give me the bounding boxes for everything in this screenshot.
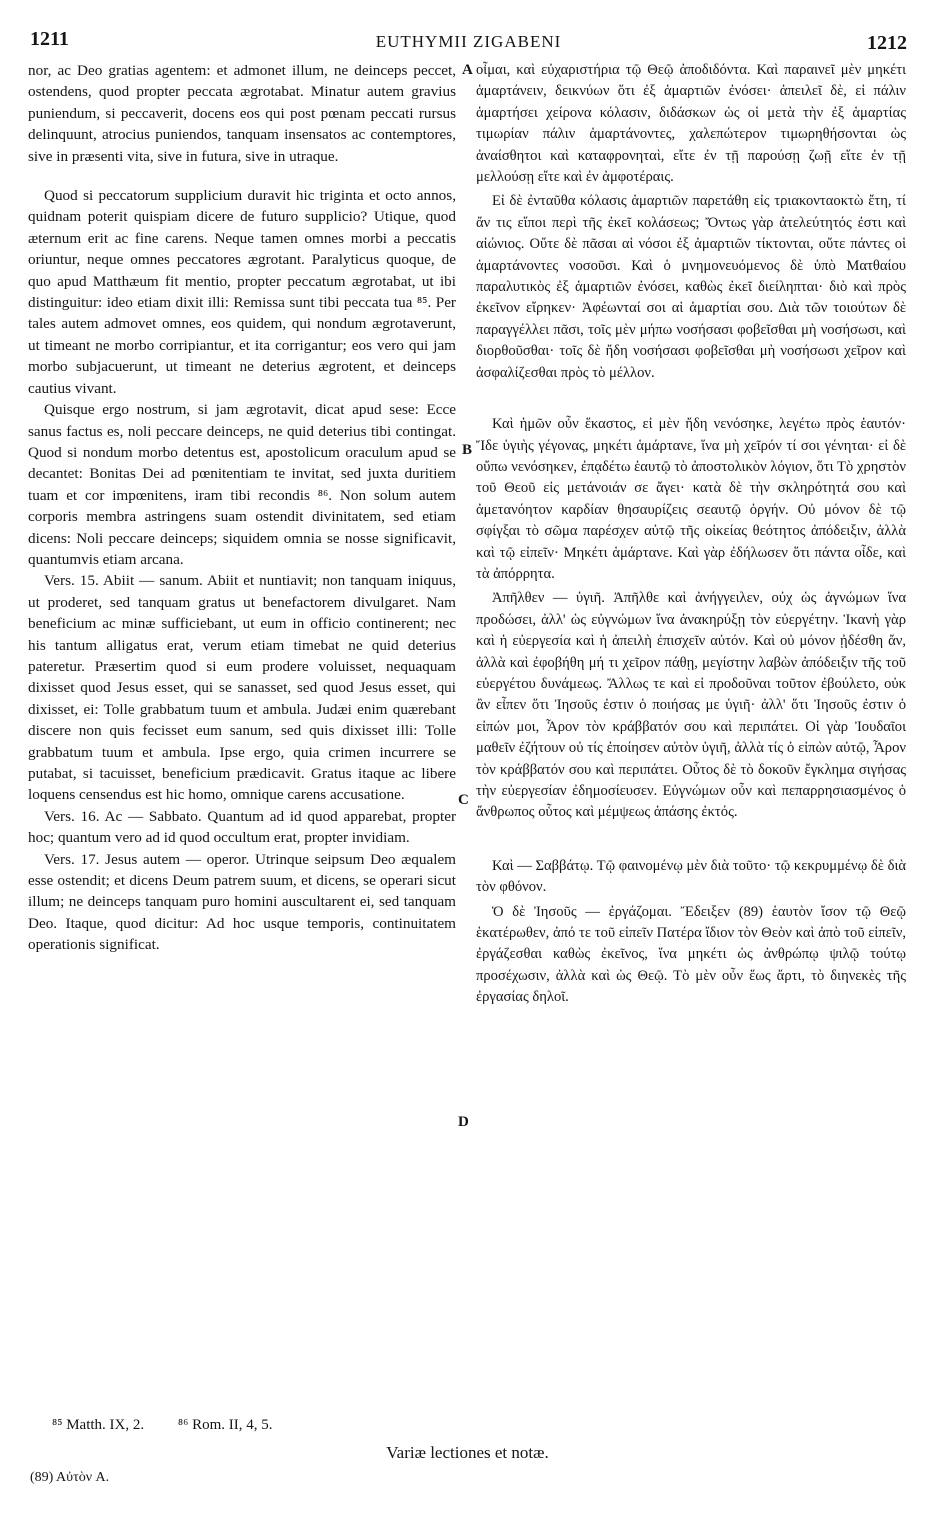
latin-paragraph: Quod si peccatorum supplicium duravit hic triginta et octo annos, quidnam poterit quispiam dicere de futuro supplicio? Utique, quod æternum erit ac fine carens. Neque tamen omnes morbi a peccatis oriuntur, neque omnes peccatores ægrotant. Paralyticus quoque, de quo apud Matthæum fit mentio, propter peccatum ægrotabat, ut ibi distinguitur: ideo etiam dixit illi: Remissa sunt tibi peccata tua ⁸⁵. Per tales autem admovet omnes, eos quidem, qui nondum ægrotaverunt, ut timeant ne morbo corripiantur, et ita corrigantur; eos vero qui jam morbo subjacuerunt, ut timeant ne deterius ægrotent, et deinceps cautius vivant. xyxy=(28,187,456,397)
greek-paragraph: Ἀπῆλθεν — ὑγιῆ. Ἀπῆλθε καὶ ἀνήγγειλεν, οὐχ ὡς ἀγνώμων ἵνα προδώσει, ἀλλ' ὡς εὐγνώμων ἵνα ἀνακηρύξῃ τὸν εὐεργέτην. Ἱκανὴ γὰρ καὶ ἡ εὐεργεσία καὶ ἡ ἀπειλὴ ἐπισχεῖν αὐτόν. Καὶ οὐ μόνον ᾐδέσθη ἄν, ἀλλὰ καὶ ἐφοβήθη μή τι χεῖρον πάθῃ, μεγίστην λαβὼν ἀπόδειξιν τῆς τοῦ εὐεργέτου δυνάμεως. Ἄλλως τε καὶ εἰ προδοῦναι τοῦτον ἐβούλετο, οὐκ ἂν εἶπεν ὅτι Ἰησοῦς ἐστιν ὁ ποιήσας με ὑγιῆ· ἀλλ' ὅτι Ἰησοῦς ἐστιν ὁ εἰπών μοι, Ἆρον τὸν κράββατόν σου καὶ περιπάτει. Οἱ γὰρ Ἰουδαῖοι μαθεῖν ἐζήτουν οὐ τίς ἐποίησεν αὐτὸν ὑγιῆ, ἀλλὰ τίς ὁ εἰπὼν αὐτῷ, Ἆρον τὸν κράββατόν σου καὶ περιπάτει. Οὗτος δὲ τὸ δοκοῦν ἔγκλημα σιγήσας τὴν εὐεργεσίαν ἐδημοσίευσεν. Εὐγνώμων οὖν καὶ πεπαρρησιασμένος ὁ ἄνθρωπος οὗτος καὶ μέμψεως ἁπάσης ἐκτός. xyxy=(476,590,906,821)
greek-paragraph: οἶμαι, καὶ εὐχαριστήρια τῷ Θεῷ ἀποδιδόντα. Καὶ παραινεῖ μὲν μηκέτι ἁμαρτάνειν, δεικνύων ὅτι ἐξ ἁμαρτιῶν ἐνόσει· ἀπειλεῖ δὲ, εἰ πάλιν ἁμαρτήσει χείρονα κόλασιν, διδάσκων ὡς οἱ μετὰ τὴν ἐξ ἁμαρτίας τιμωρίαν πάλιν ἁμαρτάνοντες, χαλεπώτερον τιμωρηθήσονται ὡς ἀναίσθητοι καὶ καταφρονηταὶ, εἴτε ἐν τῇ παρούσῃ ζωῇ εἴτε ἐν τῇ μελλούσῃ εἴτε καὶ ἐν ἀμφοτέραις. xyxy=(476,62,906,186)
latin-paragraph: nor, ac Deo gratias agentem: et admonet illum, ne deinceps peccet, ostendens, quod propter peccata ægrotabat. Minatur autem gravius puniendum, si peccaverit, docens eos qui post pœnam peccati rursus delinquunt, atrocius puniendos, tanquam insensatos ac contemptores, sive in præsenti vita, sive in futura, sive in utraque. xyxy=(28,62,456,165)
greek-paragraph: Καὶ — Σαββάτῳ. Τῷ φαινομένῳ μὲν διὰ τοῦτο· τῷ κεκρυμμένῳ δὲ διὰ τὸν φθόνον. xyxy=(476,857,907,896)
footnote: ⁸⁵ Matth. IX, 2. xyxy=(52,1417,145,1433)
margin-letter-d: D xyxy=(458,1114,469,1130)
left-page-number: 1211 xyxy=(30,28,69,50)
latin-paragraph: Vers. 16. Ac — Sabbato. Quantum ad id quod apparebat, propter hoc; quantum vero ad id quod occultum erat, propter invidiam. xyxy=(28,807,456,847)
margin-letter-c: C xyxy=(458,792,469,808)
right-page-number: 1212 xyxy=(867,32,907,54)
greek-paragraph: Ὁ δὲ Ἰησοῦς — ἐργάζομαι. Ἔδειξεν (89) ἑαυτὸν ἴσον τῷ Θεῷ ἑκατέρωθεν, ἀπό τε τοῦ εἰπεῖν Πατέρα ἴδιον τὸν Θεὸν καὶ ἀπὸ τοῦ εἰπεῖν, ἐργάζεσθαι καθὼς ἐκεῖνος, ἵνα μηκέτι ὡς ἀνθρώπῳ ψιλῷ τούτῳ προσέχωσιν, ἀλλὰ καὶ ὡς Θεῷ. Τὸ μὲν οὖν ἕως ἄρτι, τὸ διηνεκὲς τῆς ἐργασίας δηλοῖ. xyxy=(476,903,906,1006)
footnotes xyxy=(52,1417,303,1434)
margin-letter-b: B xyxy=(462,442,473,458)
greek-column xyxy=(476,60,906,1009)
latin-paragraph: Vers. 15. Abiit — sanum. Abiit et nuntiavit; non tanquam iniquus, ut proderet, sed tanquam gratus ut benefactorem divulgaret. Nam beneficium ac minæ sufficiebant, ut eum in officio continerent; nec his tantum alligatus erat, verum etiam timebat ne quid deterius pateretur. Præsertim quod si eum prodere voluisset, nequaquam dixisset quod Jesus esset, qui se sanasset, sed quod Jesus esset, qui dixisset, ei: Tolle grabbatum tuum et ambula. Judæi enim quærebant discere non quis fecisset eum sanum, sed quis dixisset illi: Tolle grabbatum tuum et ambula. Ipse ergo, quia crimen incurrere se putabat, si tacuisset, beneficium prædicavit. Gratus itaque ac libere loquens censendus est hic homo, omnique carens accusatione. xyxy=(28,572,456,804)
page-header xyxy=(30,28,907,54)
variant-note: (89) Αὐτὸν A. xyxy=(30,1470,110,1485)
latin-column xyxy=(28,60,456,956)
margin-letter-a: A xyxy=(462,62,473,78)
running-title: EUTHYMII ZIGABENI xyxy=(375,32,562,51)
greek-paragraph: Καὶ ἡμῶν οὖν ἕκαστος, εἰ μὲν ἤδη νενόσηκε, λεγέτω πρὸς ἑαυτόν· Ἴδε ὑγιὴς γέγονας, μηκέτι ἁμάρτανε, ἵνα μὴ χεῖρόν τί σοι γένηται· εἰ δὲ οὔπω νενόσηκεν, ἐπᾳδέτω ἑαυτῷ τὸ ἀποστολικὸν λόγιον, ὅτι Τὸ χρηστὸν τοῦ Θεοῦ εἰς μετάνοιάν σε ἄγει· κατὰ δὲ τὴν σκληρότητά σου καὶ ἀμετανόητον καρδίαν θησαυρίζεις σεαυτῷ ὀργήν. Οὐ μόνον δὲ τῷ σφίγξαι τὸ σῶμα παρέσχεν αὐτῷ τῆς οἰκείας θεότητος ἀπόδειξιν, ἀλλὰ καὶ τῷ εἰπεῖν· Μηκέτι ἁμάρτανε. Καὶ γὰρ ἐδήλωσεν ὅτι πάντα οἶδε, καὶ τὰ ἀπόρρητα. xyxy=(476,416,906,582)
latin-paragraph: Quisque ergo nostrum, si jam ægrotavit, dicat apud sese: Ecce sanus factus es, noli peccare deinceps, ne quid deterius tibi contingat. Quod si nondum morbo detentus est, apostolicum oraculum apud se decantet: Bonitas Dei ad pœnitentiam te invitat, sed juxta duritiem tuam et cor impœnitens, iram tibi recondis ⁸⁶. Non solum autem corporis membra astringens suam ostendit divinitatem, sed etiam dicens: Noli peccare deinceps; siquidem omnia se nosse significavit, quantumvis etiam arcana. xyxy=(28,401,456,568)
footnote: ⁸⁶ Rom. II, 4, 5. xyxy=(177,1417,273,1433)
greek-paragraph: Εἰ δὲ ἐνταῦθα κόλασις ἁμαρτιῶν παρετάθη εἰς τριακονταοκτὼ ἔτη, τί ἄν τις εἴποι περὶ τῆς ἐκεῖ κολάσεως; Ὄντως γὰρ ἀτελεύτητός ἐστι καὶ αἰώνιος. Οὔτε δὲ πᾶσαι αἱ νόσοι ἐξ ἁμαρτιῶν τίκτονται, οὔτε πάντες οἱ ἁμαρτάνοντες νοσοῦσι. Καὶ ὁ μνημονευόμενος δὲ ὑπὸ Ματθαίου παραλυτικὸς ἐξ ἁμαρτιῶν ἐνόσει, καθὼς ἐκεῖ διείληπται· διὸ καὶ πρὸς ἐκεῖνον εἴρηκεν· Ἀφέωνταί σοι αἱ ἁμαρτίαι σου. Διὰ τῶν τοιούτων δὲ παραγγέλλει πᾶσι, τοῖς μὲν μήπω νοσήσασι φοβεῖσθαι μὴ νοσήσωσι, καὶ διορθοῦσθαι· τοῖς δὲ ἤδη νοσήσασι φοβεῖσθαι μὴ νοσήσωσι χεῖρον καὶ ἀσφαλίζεσθαι πρὸς τὸ μέλλον. xyxy=(476,193,906,381)
notes-heading: Variæ lectiones et notæ. xyxy=(386,1443,549,1462)
latin-paragraph: Vers. 17. Jesus autem — operor. Utrinque seipsum Deo æqualem esse ostendit; et dicens Deum patrem suum, et dicens, se operari sicut illum; ne deinceps tanquam puro homini auscultarent ei, sed tanquam Deo. Itaque, quod dicitur: Ad hoc usque temporis, continuitatem operationis significat. xyxy=(28,850,456,954)
